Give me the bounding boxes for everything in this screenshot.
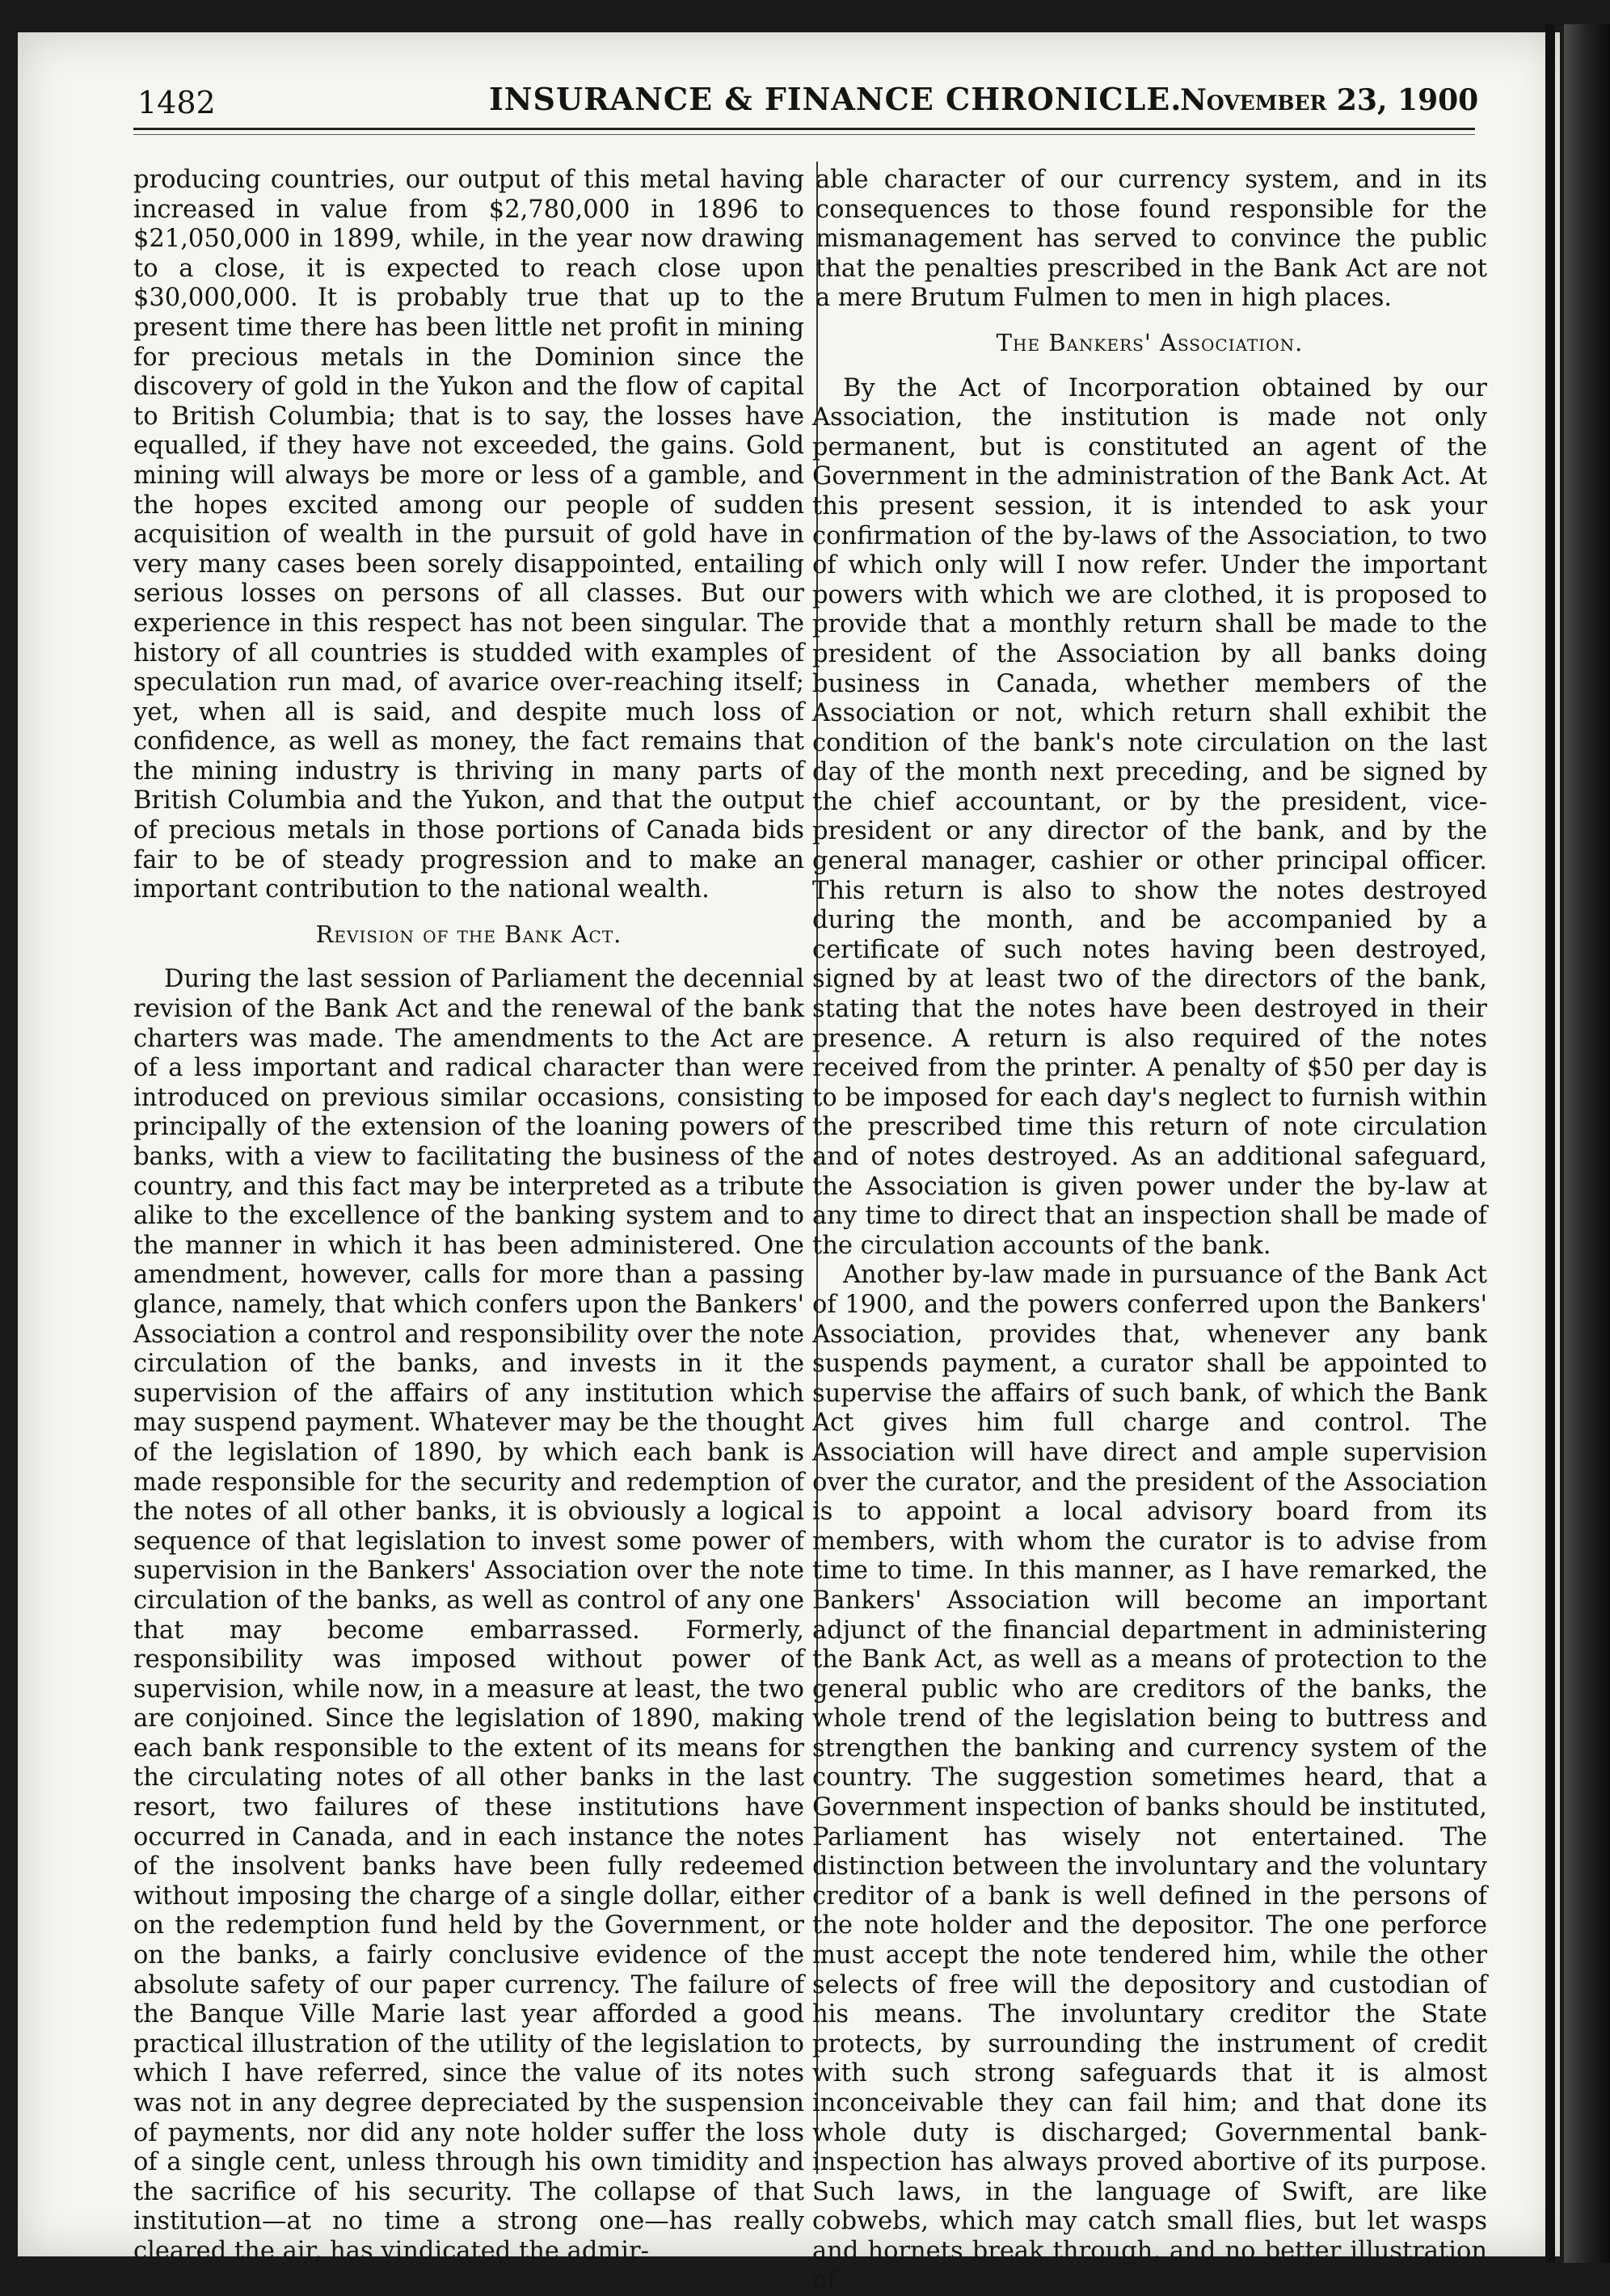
right-column: [812, 166, 1487, 2296]
page-header: [121, 77, 1479, 125]
page-edge: [1545, 24, 1555, 2263]
section-heading-bankers-association: The Bankers' Association.: [996, 328, 1304, 356]
page-number: 1482: [137, 85, 216, 120]
right-paragraph-2: By the Act of Incorporation obtained by our Association, the institution is made not only permanent, but is constituted an agent of the Government in the administration of the Bank Act. At this present session, it is intended to ask your confirmation of the by-laws of the Association, to two of which only will I now refer. Under the important powers with which we are clothed, it is proposed to provide that a monthly return shall be made to the president of the Association by all banks doing business in Canada, whether members of the Association or not, which return shall exhibit the condition of the bank's note circulation on the last day of the month next preceding, and be signed by the chief accountant, or by the president, vice-president or any director of the bank, and by the general manager, cashier or other principal officer. This return is also to show the notes destroyed during the month, and be accompanied by a certificate of such notes having been destroyed, signed by at least two of the directors of the bank, stating that the notes have been destroyed in their presence. A return is also required of the notes received from the printer. A penalty of $50 per day is to be imposed for each day's neglect to furnish within the prescribed time this return of note circulation and of notes destroyed. As an additional safeguard, the Association is given power under the by-law at any time to direct that an inspection shall be made of the circulation accounts of the bank.: [812, 373, 1487, 1260]
journal-title: INSURANCE & FINANCE CHRONICLE.: [489, 81, 1182, 117]
book-binding: [1564, 24, 1610, 2263]
issue-date: November 23, 1900: [1180, 83, 1479, 117]
header-rule: [133, 128, 1475, 130]
right-paragraph-3: Another by-law made in pursuance of the Bank Act of 1900, and the powers conferred upon the Bankers' Association, provides that, whenever any bank suspends payment, a curator shall be appointed to supervise the affairs of such bank, of which the Bank Act gives him full charge and control. The Association will have direct and ample supervision over the curator, and the president of the Association is to appoint a local advisory board from its members, with whom the curator is to advise from time to time. In this manner, as I have remarked, the Bankers' Association will become an important adjunct of the financial department in administering the Bank Act, as well as a means of protection to the general public who are creditors of the banks, the whole trend of the legislation being to buttress and strengthen the banking and currency system of the country. The suggestion sometimes heard, that a Government inspection of banks should be instituted, Parliament has wisely not entertained. The distinction between the involuntary and the voluntary creditor of a bank is well defined in the persons of the note holder and the depositor. The one perforce must accept the note tendered him, while the other selects of free will the depository and custodian of his means. The involuntary creditor the State protects, by surrounding the instrument of credit with such strong safeguards that it is almost inconceivable they can fail him; and that done its whole duty is discharged; Governmental bank-inspection has always proved abortive of its purpose. Such laws, in the language of Swift, are like cobwebs, which may catch small flies, but let wasps and hornets break through, and no better illustration of: [812, 1261, 1487, 2295]
right-paragraph-1: able character of our currency system, and in its consequences to those found responsible for the mismanagement has served to convince the public that the penalties prescribed in the Bank Act are not a mere Brutum Fulmen to men in high places.: [816, 166, 1487, 313]
header-rule-thin: [133, 134, 1475, 135]
left-column: [133, 166, 804, 2267]
left-paragraph-1: producing countries, our output of this metal having increased in value from $2,780,000 in 1896 to $21,050,000 in 1899, while, in the year now drawing to a close, it is expected to reach close upon $30,000,000. It is probably true that up to the present time there has been little net profit in mining for precious metals in the Dominion since the discovery of gold in the Yukon and the flow of capital to British Columbia; that is to say, the losses have equalled, if they have not exceeded, the gains. Gold mining will always be more or less of a gamble, and the hopes excited among our people of sudden acquisition of wealth in the pursuit of gold have in very many cases been sorely disappointed, entailing serious losses on persons of all classes. But our experience in this respect has not been singular. The history of all countries is studded with examples of speculation run mad, of avarice over-reaching itself; yet, when all is said, and despite much loss of confidence, as well as money, the fact remains that the mining industry is thriving in many parts of British Columbia and the Yukon, and that the output of precious metals in those portions of Canada bids fair to be of steady progression and to make an important contribution to the national wealth.: [133, 166, 804, 904]
left-paragraph-2: During the last session of Parliament the decennial revision of the Bank Act and the renewal of the bank charters was made. The amendments to the Act are of a less important and radical character than were introduced on previous similar occasions, consisting principally of the extension of the loaning powers of banks, with a view to facilitating the business of the country, and this fact may be interpreted as a tribute alike to the excellence of the banking system and to the manner in which it has been administered. One amendment, however, calls for more than a passing glance, namely, that which confers upon the Bankers' Association a control and responsibility over the note circulation of the banks, and invests in it the supervision of the affairs of any institution which may suspend payment. Whatever may be the thought of the legislation of 1890, by which each bank is made responsible for the security and redemption of the notes of all other banks, it is obviously a logical sequence of that legislation to invest some power of supervision in the Bankers' Association over the note circulation of the banks, as well as control of any one that may become embarrassed. Formerly, responsibility was imposed without power of supervision, while now, in a measure at least, the two are conjoined. Since the legislation of 1890, making each bank responsible to the extent of its means for the circulating notes of all other banks in the last resort, two failures of these institutions have occurred in Canada, and in each instance the notes of the insolvent banks have been fully redeemed without imposing the charge of a single dollar, either on the redemption fund held by the Government, or on the banks, a fairly conclusive evidence of the absolute safety of our paper currency. The failure of the Banque Ville Marie last year afforded a good practical illustration of the utility of the legislation to which I have referred, since the value of its notes was not in any degree depreciated by the suspension of payments, nor did any note holder suffer the loss of a single cent, unless through his own timidity and the sacrifice of his security. The collapse of that institution—at no time a strong one—has really cleared the air, has vindicated the admir-: [133, 965, 804, 2265]
section-heading-bank-act: Revision of the Bank Act.: [315, 920, 622, 948]
